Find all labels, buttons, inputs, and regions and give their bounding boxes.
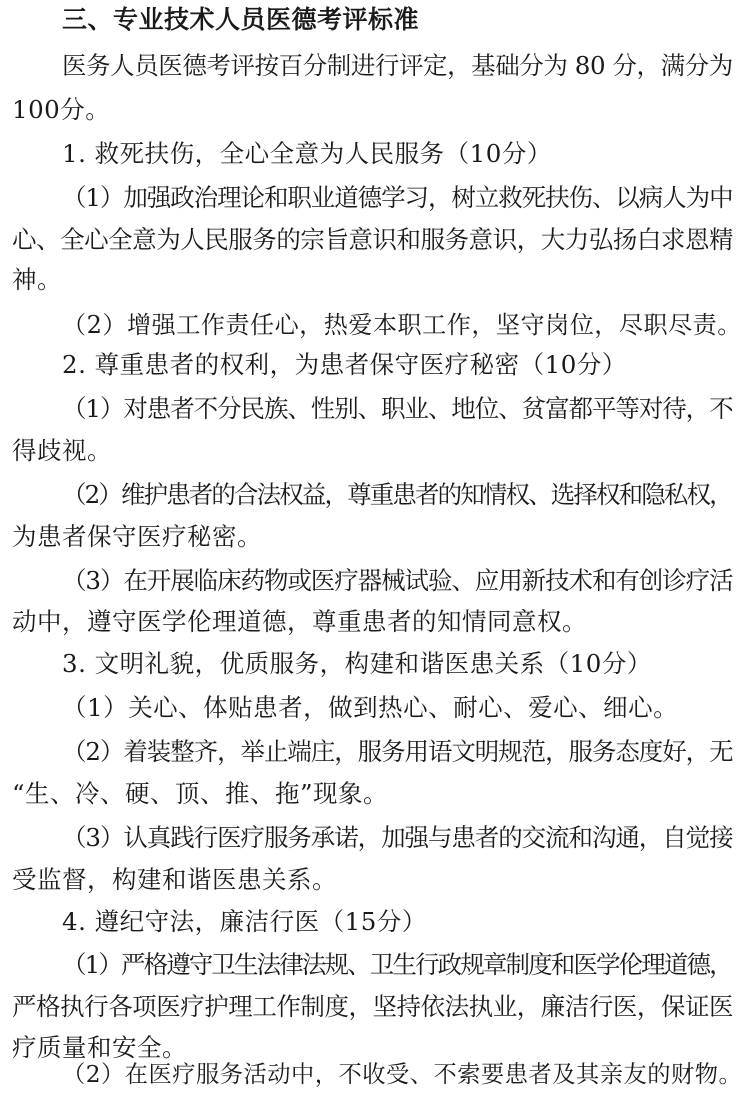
paragraph-line: （2）在医疗服务活动中，不收受、不索要患者及其亲友的财物。 [62, 1061, 743, 1088]
item-heading: 2. 尊重患者的权利，为患者保守医疗秘密（10分） [62, 350, 627, 379]
paragraph-line: 医务人员医德考评按百分制进行评定，基础分为 80 分，满分为 [62, 51, 733, 80]
paragraph-line: （2）增强工作责任心，热爱本职工作，坚守岗位，尽职尽责。 [62, 311, 742, 339]
paragraph-line: 动中，遵守医学伦理道德，尊重患者的知情同意权。 [12, 607, 587, 636]
paragraph-line: 100分。 [12, 95, 111, 124]
item-heading: 4. 遵纪守法，廉洁行医（15分） [62, 907, 427, 936]
paragraph-line: （1）严格遵守卫生法律法规、卫生行政规章制度和医学伦理道德， [62, 950, 732, 979]
paragraph-line: 受监督，构建和谐医患关系。 [12, 865, 337, 894]
paragraph-line: 严格执行各项医疗护理工作制度，坚持依法执业，廉洁行医，保证医 [12, 992, 734, 1021]
paragraph-line: （1）对患者不分民族、性别、职业、地位、贫富都平等对待，不 [62, 394, 733, 423]
paragraph-line: （2）着装整齐，举止端庄，服务用语文明规范，服务态度好，无 [62, 737, 733, 766]
item-heading: 1. 救死扶伤，全心全意为人民服务（10分） [62, 139, 552, 168]
section-heading: 三、专业技术人员医德考评标准 [62, 5, 420, 34]
paragraph-line: （3）认真践行医疗服务承诺，加强与患者的交流和沟通，自觉接 [62, 823, 733, 852]
paragraph-line: （1）关心、体贴患者，做到热心、耐心、爱心、细心。 [62, 693, 679, 722]
paragraph-line: 神。 [12, 265, 62, 294]
paragraph-line: （1）加强政治理论和职业道德学习，树立救死扶伤、以病人为中 [62, 183, 733, 212]
item-heading: 3. 文明礼貌，优质服务，构建和谐医患关系（10分） [62, 649, 652, 678]
paragraph-line: （2）维护患者的合法权益，尊重患者的知情权、选择权和隐私权， [62, 480, 732, 509]
paragraph-line: （3）在开展临床药物或医疗器械试验、应用新技术和有创诊疗活 [62, 566, 733, 595]
paragraph-line: 疗质量和安全。 [12, 1033, 187, 1062]
paragraph-line: 得歧视。 [12, 436, 112, 465]
paragraph-line: 为患者保守医疗秘密。 [12, 522, 262, 551]
paragraph-line: 心、全心全意为人民服务的宗旨意识和服务意识，大力弘扬白求恩精 [12, 225, 734, 254]
paragraph-line: “生、冷、硬、顶、推、拖”现象。 [12, 779, 389, 808]
